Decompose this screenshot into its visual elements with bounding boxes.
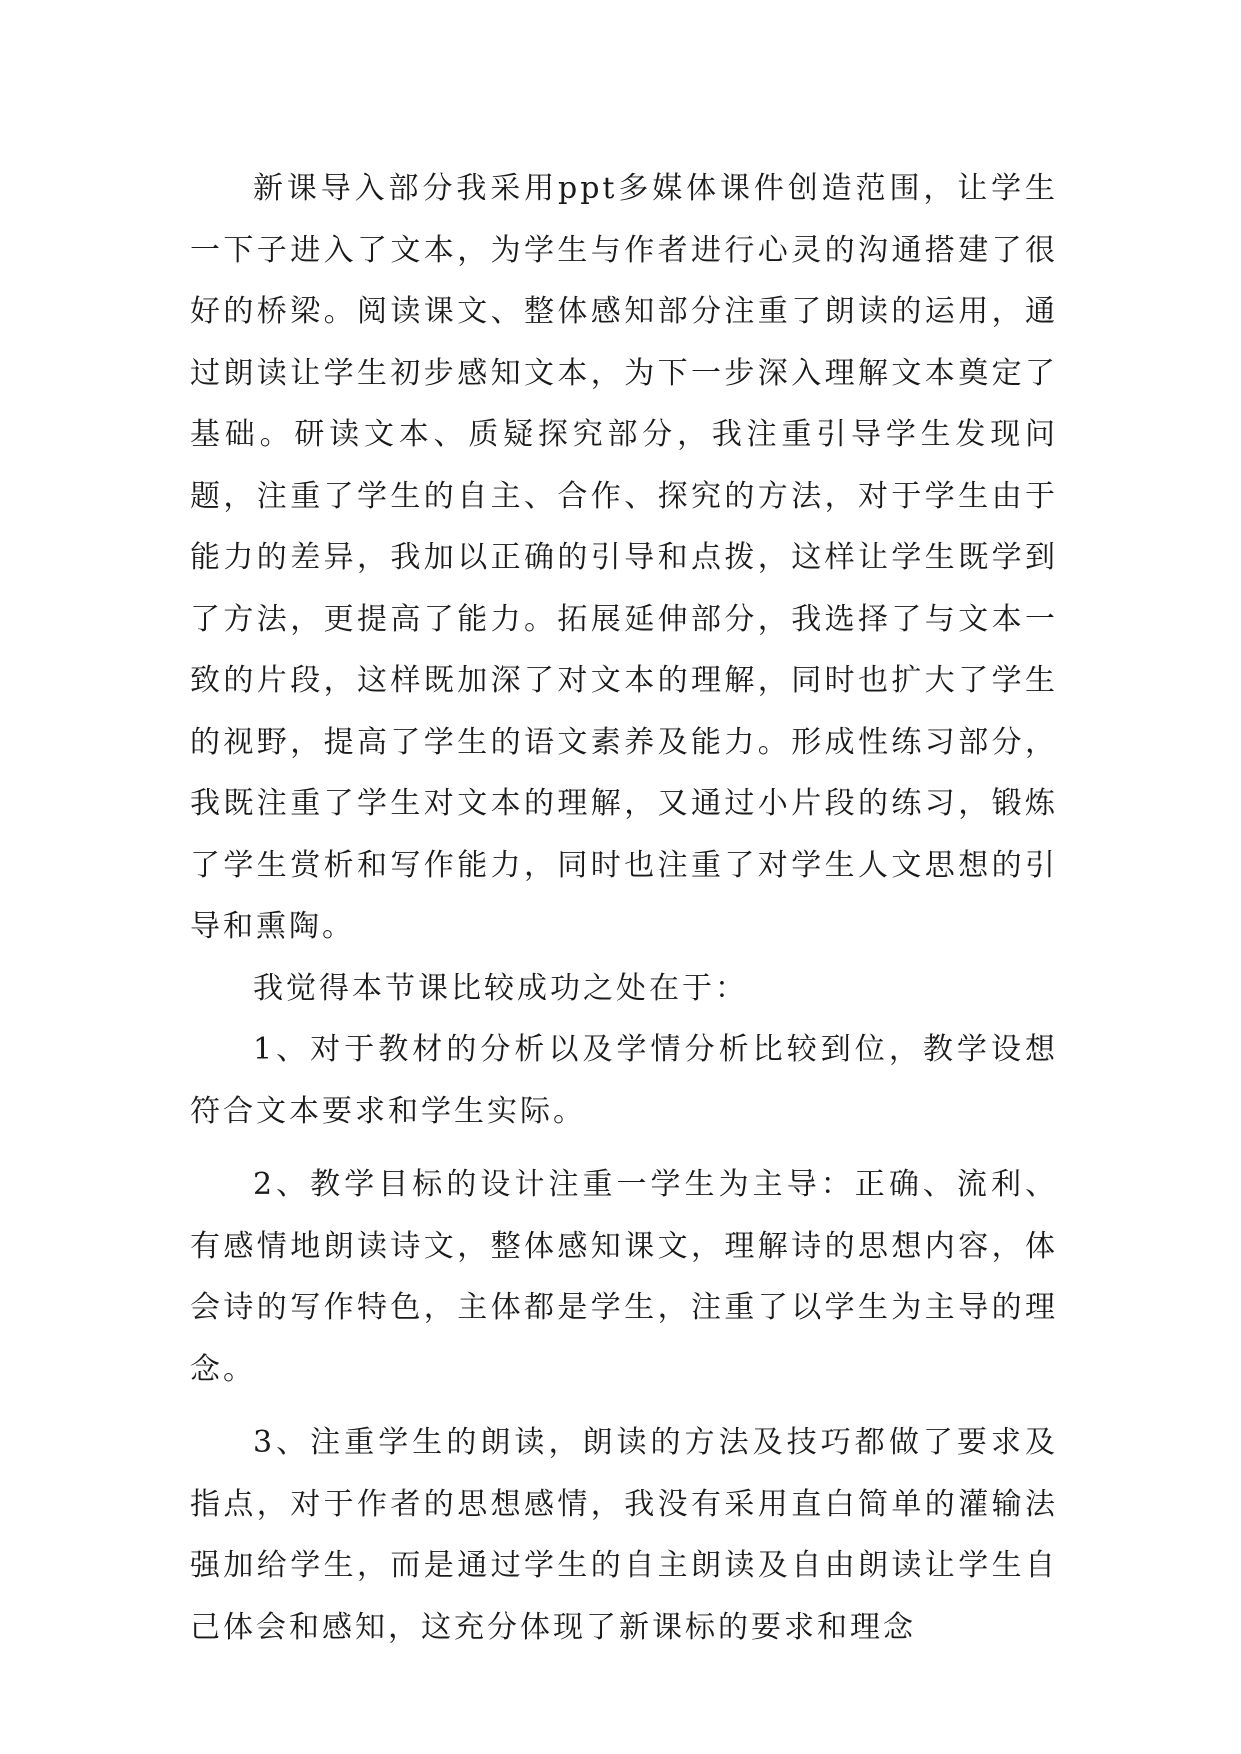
paragraph-point-1: 1、对于教材的分析以及学情分析比较到位，教学设想符合文本要求和学生实际。 <box>190 1032 1058 1129</box>
paragraph-intro: 新课导入部分我采用ppt多媒体课件创造范围，让学生一下子进入了文本，为学生与作者进行心灵的沟通搭建了很好的桥梁。阅读课文、整体感知部分注重了朗读的运用，通过朗读让学生初步感知文本，为下一步深入理解文本奠定了基础。研读文本、质疑探究部分，我注重引导学生发现问题，注重了学生的自主、合作、探究的方法，对于学生由于能力的差异，我加以正确的引导和点拨，这样让学生既学到了方法，更提高了能力。拓展延伸部分，我选择了与文本一致的片段，这样既加深了对文本的理解，同时也扩大了学生的视野，提高了学生的语文素养及能力。形成性练习部分，我既注重了学生对文本的理解，又通过小片段的练习，锻炼了学生赏析和写作能力，同时也注重了对学生人文思想的引导和熏陶。 <box>190 171 1058 944</box>
document-body <box>190 158 1058 1658</box>
paragraph-success-heading: 我觉得本节课比较成功之处在于： <box>253 970 748 1006</box>
paragraph-point-3: 3、注重学生的朗读，朗读的方法及技巧都做了要求及指点，对于作者的思想感情，我没有采用直白简单的灌输法强加给学生，而是通过学生的自主朗读及自由朗读让学生自己体会和感知，这充分体现了新课标的要求和理念 <box>190 1425 1058 1645</box>
paragraph-point-2: 2、教学目标的设计注重一学生为主导：正确、流利、有感情地朗读诗文，整体感知课文，理解诗的思想内容，体会诗的写作特色，主体都是学生，注重了以学生为主导的理念。 <box>190 1167 1058 1387</box>
